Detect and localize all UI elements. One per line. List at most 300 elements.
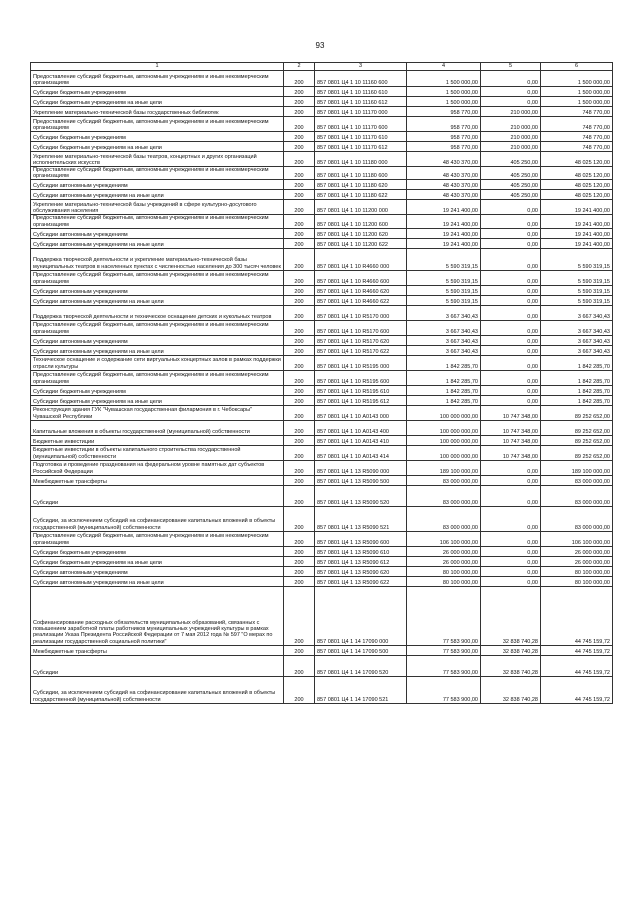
row-budget-code: 857 0801 Ц4 1 13 R5090 620 [315,566,407,576]
row-budget-code: 857 0801 Ц4 1 10 R4660 600 [315,270,407,285]
row-amount-approved: 1 842 285,70 [407,395,481,405]
row-amount-change: 0,00 [481,395,541,405]
row-name: Предоставление субсидий бюджетным, автономным учреждениям и иным некоммерческим организациям [31,167,284,180]
row-amount-total: 3 667 340,43 [541,320,613,335]
row-amount-change: 0,00 [481,335,541,345]
row-amount-approved: 48 430 370,00 [407,190,481,200]
row-budget-code: 857 0801 Ц4 1 10 11180 000 [315,152,407,167]
row-amount-change: 0,00 [481,370,541,385]
row-code: 200 [284,531,315,546]
row-amount-total: 48 025 120,00 [541,180,613,190]
row-code: 200 [284,645,315,655]
table-row [31,655,613,676]
row-amount-total: 19 241 400,00 [541,215,613,228]
row-code: 200 [284,335,315,345]
table-row [31,355,613,370]
row-amount-approved: 3 667 340,43 [407,305,481,320]
table-row [31,395,613,405]
column-header: 2 [284,63,315,71]
row-amount-approved: 106 100 000,00 [407,531,481,546]
row-budget-code: 857 0801 Ц4 1 10 R5170 600 [315,320,407,335]
row-name: Субсидии бюджетным учреждениям [31,546,284,556]
row-amount-change: 210 000,00 [481,142,541,152]
row-amount-total: 48 025 120,00 [541,167,613,180]
row-name: Предоставление субсидий бюджетным, автономным учреждениям и иным некоммерческим организациям [31,370,284,385]
row-code: 200 [284,97,315,107]
row-budget-code: 857 0801 Ц4 1 10 11160 612 [315,97,407,107]
row-name: Укрепление материально-технической базы государственных библиотек [31,107,284,117]
row-budget-code: 857 0801 Ц4 1 10 11200 000 [315,200,407,215]
row-amount-approved: 80 100 000,00 [407,576,481,586]
row-code: 200 [284,556,315,566]
table-row [31,445,613,460]
row-name: Субсидии [31,655,284,676]
table-row [31,546,613,556]
row-code: 200 [284,576,315,586]
row-budget-code: 857 0801 Ц4 1 10 R4660 620 [315,285,407,295]
row-amount-total: 44 745 159,72 [541,655,613,676]
row-name: Укрепление материально-технической базы учреждений в сфере культурно-досугового обслуживания населения [31,200,284,215]
table-row [31,305,613,320]
row-amount-total: 89 252 652,00 [541,435,613,445]
row-budget-code: 857 0801 Ц4 1 10 R5195 000 [315,355,407,370]
row-name: Бюджетные инвестиции [31,435,284,445]
row-name: Капитальные вложения в объекты государственной (муниципальной) собственности [31,420,284,435]
row-amount-change: 10 747 348,00 [481,435,541,445]
row-amount-approved: 100 000 000,00 [407,445,481,460]
row-name: Субсидии автономным учреждениям на иные цели [31,345,284,355]
row-budget-code: 857 0801 Ц4 1 10 R5170 622 [315,345,407,355]
row-amount-approved: 77 583 900,00 [407,645,481,655]
row-budget-code: 857 0801 Ц4 1 10 11200 620 [315,228,407,238]
row-code: 200 [284,180,315,190]
row-amount-change: 10 747 348,00 [481,420,541,435]
row-amount-change: 0,00 [481,320,541,335]
row-name: Укрепление материально-технической базы театров, концертных и других организаций исполнительских искусств [31,152,284,167]
table-header-row [31,63,613,71]
row-name: Субсидии [31,485,284,506]
row-amount-approved: 77 583 900,00 [407,655,481,676]
row-amount-change: 0,00 [481,355,541,370]
row-amount-change: 0,00 [481,460,541,475]
row-amount-change: 32 838 740,28 [481,655,541,676]
row-amount-total: 1 842 285,70 [541,355,613,370]
row-code: 200 [284,320,315,335]
row-amount-change: 405 250,00 [481,180,541,190]
row-amount-total: 83 000 000,00 [541,506,613,531]
table-row [31,71,613,87]
row-name: Субсидии автономным учреждениям [31,180,284,190]
row-name: Субсидии бюджетным учреждениям [31,132,284,142]
row-code: 200 [284,420,315,435]
row-amount-change: 0,00 [481,556,541,566]
row-amount-approved: 1 500 000,00 [407,87,481,97]
row-amount-change: 0,00 [481,475,541,485]
row-code: 200 [284,305,315,320]
row-amount-approved: 19 241 400,00 [407,200,481,215]
row-amount-total: 48 025 120,00 [541,152,613,167]
row-budget-code: 857 0801 Ц4 1 10 11200 622 [315,238,407,248]
table-row [31,566,613,576]
column-header: 5 [481,63,541,71]
row-code: 200 [284,370,315,385]
row-name: Реконструкция здания ГУК "Чувашская государственная филармония в г. Чебоксары" Чувашской Республики [31,405,284,420]
table-row [31,190,613,200]
row-amount-approved: 3 667 340,43 [407,335,481,345]
row-budget-code: 857 0801 Ц4 1 10 11170 000 [315,107,407,117]
table-row [31,228,613,238]
row-amount-approved: 26 000 000,00 [407,546,481,556]
column-header: 4 [407,63,481,71]
row-amount-total: 48 025 120,00 [541,190,613,200]
table-row [31,180,613,190]
row-amount-approved: 958 770,00 [407,107,481,117]
row-code: 200 [284,152,315,167]
row-amount-approved: 48 430 370,00 [407,167,481,180]
row-amount-change: 10 747 348,00 [481,445,541,460]
row-name: Предоставление субсидий бюджетным, автономным учреждениям и иным некоммерческим организациям [31,270,284,285]
row-code: 200 [284,215,315,228]
row-name: Подготовка и проведение празднования на федеральном уровне памятных дат субъектов Российской Федерации [31,460,284,475]
row-amount-change: 405 250,00 [481,167,541,180]
row-amount-change: 0,00 [481,228,541,238]
row-budget-code: 857 0801 Ц4 1 14 17090 520 [315,655,407,676]
table-row [31,132,613,142]
row-amount-total: 5 590 319,15 [541,270,613,285]
row-amount-change: 0,00 [481,506,541,531]
budget-table [30,62,613,704]
table-row [31,485,613,506]
row-code: 200 [284,445,315,460]
table-body [31,71,613,704]
row-code: 200 [284,395,315,405]
row-budget-code: 857 0801 Ц4 1 10 11200 600 [315,215,407,228]
row-budget-code: 857 0801 Ц4 1 10 A0143 410 [315,435,407,445]
row-amount-change: 0,00 [481,385,541,395]
row-name: Субсидии бюджетным учреждениям на иные цели [31,97,284,107]
page-number: 93 [315,41,325,50]
row-budget-code: 857 0801 Ц4 1 10 R5195 610 [315,385,407,395]
row-budget-code: 857 0801 Ц4 1 10 R5170 000 [315,305,407,320]
row-amount-change: 0,00 [481,215,541,228]
row-budget-code: 857 0801 Ц4 1 10 R5195 600 [315,370,407,385]
row-amount-change: 0,00 [481,285,541,295]
row-code: 200 [284,285,315,295]
row-code: 200 [284,546,315,556]
row-amount-change: 0,00 [481,295,541,305]
table-row [31,586,613,645]
row-amount-change: 0,00 [481,345,541,355]
table-row [31,285,613,295]
row-amount-total: 3 667 340,43 [541,305,613,320]
row-name: Предоставление субсидий бюджетным, автономным учреждениям и иным некоммерческим организациям [31,320,284,335]
row-code: 200 [284,190,315,200]
row-amount-approved: 3 667 340,43 [407,345,481,355]
row-amount-approved: 80 100 000,00 [407,566,481,576]
row-budget-code: 857 0801 Ц4 1 10 11180 600 [315,167,407,180]
row-budget-code: 857 0801 Ц4 1 10 A0143 400 [315,420,407,435]
table-row [31,320,613,335]
table-row [31,345,613,355]
row-code: 200 [284,87,315,97]
row-amount-total: 89 252 652,00 [541,405,613,420]
row-amount-total: 19 241 400,00 [541,238,613,248]
row-amount-total: 80 100 000,00 [541,566,613,576]
row-amount-total: 1 842 285,70 [541,370,613,385]
row-amount-total: 26 000 000,00 [541,556,613,566]
row-budget-code: 857 0801 Ц4 1 13 R5090 521 [315,506,407,531]
row-code: 200 [284,506,315,531]
row-amount-change: 0,00 [481,97,541,107]
row-amount-total: 80 100 000,00 [541,576,613,586]
row-code: 200 [284,460,315,475]
table-row [31,167,613,180]
row-budget-code: 857 0801 Ц4 1 14 17090 500 [315,645,407,655]
row-amount-total: 26 000 000,00 [541,546,613,556]
row-amount-total: 748 770,00 [541,142,613,152]
row-name: Поддержка творческой деятельности и укрепление материально-технической базы муниципальных театров в населенных пунктах с численностью населения до 300 тысяч человек [31,248,284,270]
row-name: Субсидии автономным учреждениям [31,335,284,345]
row-code: 200 [284,71,315,87]
row-amount-change: 0,00 [481,200,541,215]
row-amount-total: 106 100 000,00 [541,531,613,546]
row-amount-total: 1 842 285,70 [541,385,613,395]
row-amount-change: 10 747 348,00 [481,405,541,420]
row-budget-code: 857 0801 Ц4 1 13 R5090 520 [315,485,407,506]
row-name: Техническое оснащение и содержание сети виртуальных концертных залов в рамках поддержки отрасли культуры [31,355,284,370]
row-amount-approved: 83 000 000,00 [407,475,481,485]
row-code: 200 [284,295,315,305]
column-header: 6 [541,63,613,71]
row-code: 200 [284,228,315,238]
row-code: 200 [284,566,315,576]
row-code: 200 [284,676,315,703]
row-amount-change: 405 250,00 [481,152,541,167]
row-budget-code: 857 0801 Ц4 1 10 11160 600 [315,71,407,87]
row-amount-approved: 77 583 900,00 [407,676,481,703]
row-amount-approved: 958 770,00 [407,117,481,132]
row-budget-code: 857 0801 Ц4 1 13 R5090 600 [315,531,407,546]
row-code: 200 [284,475,315,485]
row-amount-approved: 5 590 319,15 [407,248,481,270]
row-code: 200 [284,345,315,355]
table-row [31,107,613,117]
table-row [31,556,613,566]
table-row [31,152,613,167]
row-amount-total: 44 745 159,72 [541,645,613,655]
table-row [31,270,613,285]
row-amount-total: 1 500 000,00 [541,97,613,107]
table-row [31,420,613,435]
row-amount-total: 748 770,00 [541,132,613,142]
row-name: Поддержка творческой деятельности и техническое оснащение детских и кукольных театров [31,305,284,320]
row-amount-approved: 100 000 000,00 [407,405,481,420]
table-row [31,676,613,703]
row-amount-approved: 1 500 000,00 [407,97,481,107]
row-amount-total: 5 590 319,15 [541,285,613,295]
row-amount-change: 0,00 [481,270,541,285]
row-name: Межбюджетные трансферты [31,475,284,485]
row-code: 200 [284,355,315,370]
row-budget-code: 857 0801 Ц4 1 13 R5090 000 [315,460,407,475]
row-amount-approved: 5 590 319,15 [407,295,481,305]
row-amount-total: 1 500 000,00 [541,71,613,87]
table-row [31,370,613,385]
row-budget-code: 857 0801 Ц4 1 10 R4660 000 [315,248,407,270]
row-name: Субсидии бюджетным учреждениям [31,385,284,395]
row-amount-total: 3 667 340,43 [541,345,613,355]
table-row [31,295,613,305]
row-amount-total: 89 252 652,00 [541,420,613,435]
row-budget-code: 857 0801 Ц4 1 10 R5170 620 [315,335,407,345]
row-code: 200 [284,107,315,117]
row-budget-code: 857 0801 Ц4 1 14 17090 000 [315,586,407,645]
row-amount-total: 44 745 159,72 [541,586,613,645]
table-row [31,435,613,445]
row-amount-total: 44 745 159,72 [541,676,613,703]
row-budget-code: 857 0801 Ц4 1 10 A0143 000 [315,405,407,420]
row-amount-change: 210 000,00 [481,132,541,142]
row-amount-approved: 19 241 400,00 [407,238,481,248]
row-amount-total: 5 590 319,15 [541,248,613,270]
row-amount-change: 0,00 [481,546,541,556]
table-row [31,87,613,97]
table-row [31,248,613,270]
row-name: Субсидии бюджетным учреждениям на иные цели [31,556,284,566]
row-amount-approved: 189 100 000,00 [407,460,481,475]
row-budget-code: 857 0801 Ц4 1 10 11180 620 [315,180,407,190]
row-name: Субсидии автономным учреждениям на иные цели [31,295,284,305]
row-name: Субсидии, за исключением субсидий на софинансирование капитальных вложений в объекты государственной (муниципальной) собственности [31,676,284,703]
table-row [31,238,613,248]
row-code: 200 [284,142,315,152]
row-budget-code: 857 0801 Ц4 1 14 17090 521 [315,676,407,703]
row-budget-code: 857 0801 Ц4 1 10 11180 622 [315,190,407,200]
row-amount-change: 32 838 740,28 [481,645,541,655]
row-code: 200 [284,132,315,142]
table-row [31,215,613,228]
row-name: Субсидии автономным учреждениям [31,228,284,238]
row-amount-approved: 1 842 285,70 [407,355,481,370]
row-amount-change: 32 838 740,28 [481,586,541,645]
column-header: 3 [315,63,407,71]
table-row [31,385,613,395]
row-amount-approved: 1 842 285,70 [407,370,481,385]
row-name: Субсидии бюджетным учреждениям на иные цели [31,395,284,405]
row-amount-total: 748 770,00 [541,117,613,132]
row-budget-code: 857 0801 Ц4 1 10 11170 600 [315,117,407,132]
row-amount-approved: 77 583 900,00 [407,586,481,645]
row-amount-approved: 19 241 400,00 [407,228,481,238]
row-amount-total: 19 241 400,00 [541,228,613,238]
table-row [31,531,613,546]
row-code: 200 [284,385,315,395]
row-amount-approved: 83 000 000,00 [407,485,481,506]
row-name: Субсидии, за исключением субсидий на софинансирование капитальных вложений в объекты государственной (муниципальной) собственности [31,506,284,531]
row-amount-approved: 19 241 400,00 [407,215,481,228]
row-amount-approved: 48 430 370,00 [407,152,481,167]
row-amount-change: 0,00 [481,71,541,87]
row-code: 200 [284,435,315,445]
row-amount-change: 32 838 740,28 [481,676,541,703]
row-budget-code: 857 0801 Ц4 1 10 A0143 414 [315,445,407,460]
row-amount-approved: 3 667 340,43 [407,320,481,335]
row-amount-change: 0,00 [481,485,541,506]
row-amount-approved: 5 590 319,15 [407,270,481,285]
table-row [31,97,613,107]
row-name: Субсидии автономным учреждениям на иные цели [31,238,284,248]
row-amount-change: 0,00 [481,566,541,576]
row-name: Межбюджетные трансферты [31,645,284,655]
table-row [31,117,613,132]
row-code: 200 [284,238,315,248]
row-name: Предоставление субсидий бюджетным, автономным учреждениям и иным некоммерческим организациям [31,215,284,228]
row-amount-total: 189 100 000,00 [541,460,613,475]
row-amount-approved: 1 842 285,70 [407,385,481,395]
table-row [31,335,613,345]
row-budget-code: 857 0801 Ц4 1 10 R4660 622 [315,295,407,305]
row-amount-change: 0,00 [481,576,541,586]
row-name: Субсидии автономным учреждениям [31,566,284,576]
row-budget-code: 857 0801 Ц4 1 10 11160 610 [315,87,407,97]
row-amount-change: 0,00 [481,248,541,270]
table-row [31,475,613,485]
row-code: 200 [284,270,315,285]
column-header: 1 [31,63,284,71]
row-budget-code: 857 0801 Ц4 1 10 11170 610 [315,132,407,142]
row-name: Предоставление субсидий бюджетным, автономным учреждениям и иным некоммерческим организациям [31,71,284,87]
row-amount-total: 83 000 000,00 [541,485,613,506]
row-amount-change: 0,00 [481,305,541,320]
row-amount-total: 19 241 400,00 [541,200,613,215]
row-name: Предоставление субсидий бюджетным, автономным учреждениям и иным некоммерческим организациям [31,531,284,546]
row-amount-total: 1 500 000,00 [541,87,613,97]
table-row [31,645,613,655]
row-amount-approved: 48 430 370,00 [407,180,481,190]
row-amount-total: 748 770,00 [541,107,613,117]
row-amount-approved: 1 500 000,00 [407,71,481,87]
row-amount-change: 0,00 [481,238,541,248]
row-amount-change: 405 250,00 [481,190,541,200]
row-code: 200 [284,655,315,676]
row-amount-total: 3 667 340,43 [541,335,613,345]
row-name: Софинансирование расходных обязательств муниципальных образований, связанных с повышением заработной платы работников муниципальных учреждений культуры в рамках реализации Указа Президента Российской Федерации от 7 мая 2012 года № 597 "О мерах по реализации государственной социальной политики" [31,586,284,645]
row-code: 200 [284,167,315,180]
row-name: Субсидии автономным учреждениям [31,285,284,295]
row-code: 200 [284,117,315,132]
row-name: Субсидии автономным учреждениям на иные цели [31,190,284,200]
row-name: Субсидии бюджетным учреждениям на иные цели [31,142,284,152]
table-row [31,460,613,475]
row-amount-change: 0,00 [481,87,541,97]
row-amount-total: 1 842 285,70 [541,395,613,405]
row-amount-change: 0,00 [481,531,541,546]
row-name: Бюджетные инвестиции в объекты капитального строительства государственной (муниципальной) собственности [31,445,284,460]
row-amount-approved: 100 000 000,00 [407,420,481,435]
table-row [31,576,613,586]
row-amount-approved: 958 770,00 [407,132,481,142]
row-name: Субсидии бюджетным учреждениям [31,87,284,97]
row-code: 200 [284,405,315,420]
row-amount-change: 210 000,00 [481,117,541,132]
row-budget-code: 857 0801 Ц4 1 13 R5090 612 [315,556,407,566]
row-amount-approved: 83 000 000,00 [407,506,481,531]
row-code: 200 [284,485,315,506]
row-code: 200 [284,586,315,645]
table-row [31,142,613,152]
row-code: 200 [284,248,315,270]
row-code: 200 [284,200,315,215]
